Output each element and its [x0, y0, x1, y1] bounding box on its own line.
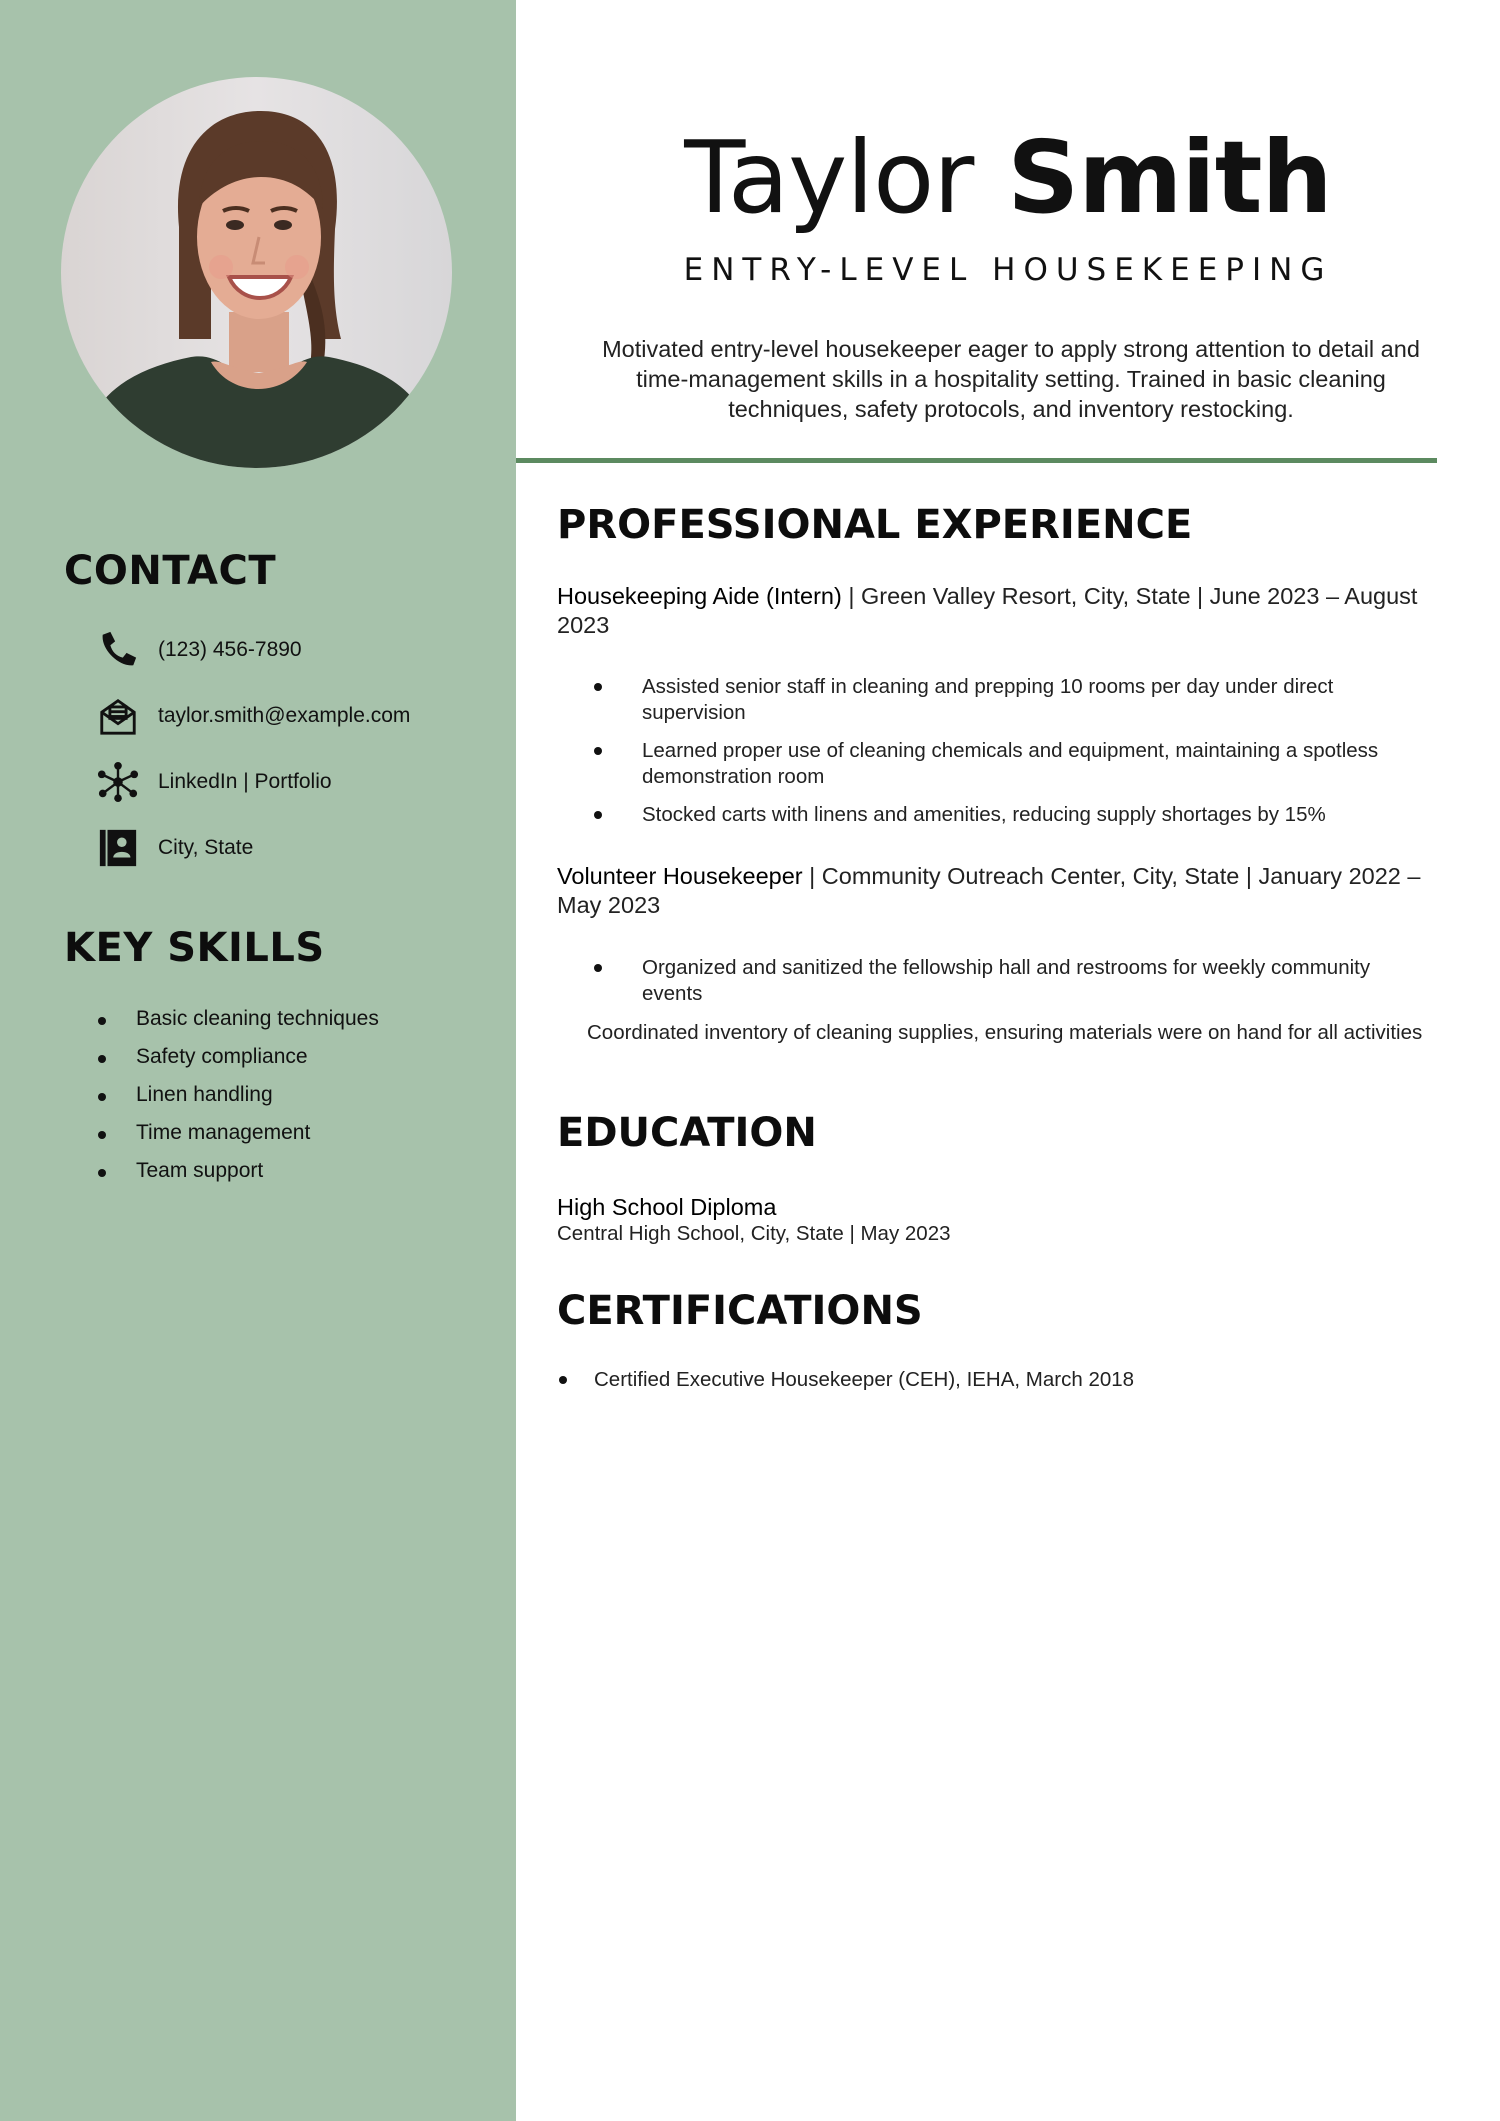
- list-item: Learned proper use of cleaning chemicals and equipment, maintaining a spotless demonstration room: [592, 738, 1432, 790]
- contact-heading: CONTACT: [64, 548, 277, 594]
- list-item: Stocked carts with linens and amenities, reducing supply shortages by 15%: [592, 802, 1432, 828]
- profile-photo: [61, 77, 452, 468]
- job-role: Volunteer Housekeeper: [557, 863, 803, 889]
- mail-icon: [96, 694, 140, 738]
- network-icon: [96, 760, 140, 804]
- full-name: [516, 118, 1500, 238]
- links-text[interactable]: LinkedIn | Portfolio: [158, 770, 332, 793]
- certifications-list: [557, 1367, 1134, 1393]
- phone-icon: [96, 628, 140, 672]
- list-item: Certified Executive Housekeeper (CEH), IEHA, March 2018: [557, 1367, 1134, 1393]
- job-details: | Green Valley Resort, City, State | June 2023 – August 2023: [557, 583, 1418, 638]
- sidebar: [0, 0, 516, 2121]
- last-name: Smith: [1007, 119, 1332, 236]
- portrait-image: [61, 77, 452, 468]
- address-book-icon: [96, 826, 140, 870]
- skill-item: Linen handling: [96, 1076, 379, 1114]
- certifications-heading: CERTIFICATIONS: [557, 1288, 923, 1334]
- skill-item: Time management: [96, 1114, 379, 1152]
- first-name: Taylor: [684, 119, 974, 236]
- education-degree: High School Diploma: [557, 1194, 777, 1220]
- job-header: [557, 582, 1437, 640]
- list-item: Assisted senior staff in cleaning and prepping 10 rooms per day under direct supervision: [592, 674, 1432, 726]
- location-text: City, State: [158, 836, 254, 859]
- job-header: [557, 862, 1437, 920]
- skills-heading: KEY SKILLS: [64, 925, 325, 971]
- section-divider: [516, 458, 1437, 463]
- skills-list: [96, 1000, 379, 1190]
- main-content: [516, 0, 1500, 2121]
- skill-item: Team support: [96, 1152, 379, 1190]
- skill-item: Basic cleaning techniques: [96, 1000, 379, 1038]
- email-text[interactable]: taylor.smith@example.com: [158, 704, 411, 727]
- contact-links: [96, 760, 332, 804]
- job-role: Housekeeping Aide (Intern): [557, 583, 842, 609]
- skill-item: Safety compliance: [96, 1038, 379, 1076]
- education-school: Central High School, City, State | May 2023: [557, 1222, 951, 1245]
- experience-heading: PROFESSIONAL EXPERIENCE: [557, 502, 1193, 548]
- contact-email: [96, 694, 410, 738]
- job-details: | Community Outreach Center, City, State | January 2022 – May 2023: [557, 863, 1421, 918]
- job-bullets: [592, 674, 1432, 840]
- contact-phone: [96, 628, 302, 672]
- list-item: Organized and sanitized the fellowship hall and restrooms for weekly community events: [592, 955, 1432, 1007]
- education-heading: EDUCATION: [557, 1110, 817, 1156]
- job-bullets: [592, 955, 1432, 1019]
- summary-text: Motivated entry-level housekeeper eager to apply strong attention to detail and time-management skills in a hospitality setting. Trained in basic cleaning techniques, safety protocols, and inventory restocking.: [602, 336, 1420, 422]
- job-extra-text: Coordinated inventory of cleaning supplies, ensuring materials were on hand for all activities: [587, 1021, 1423, 1044]
- contact-location: [96, 826, 253, 870]
- phone-text[interactable]: (123) 456-7890: [158, 638, 302, 661]
- job-title: ENTRY-LEVEL HOUSEKEEPING: [683, 252, 1333, 288]
